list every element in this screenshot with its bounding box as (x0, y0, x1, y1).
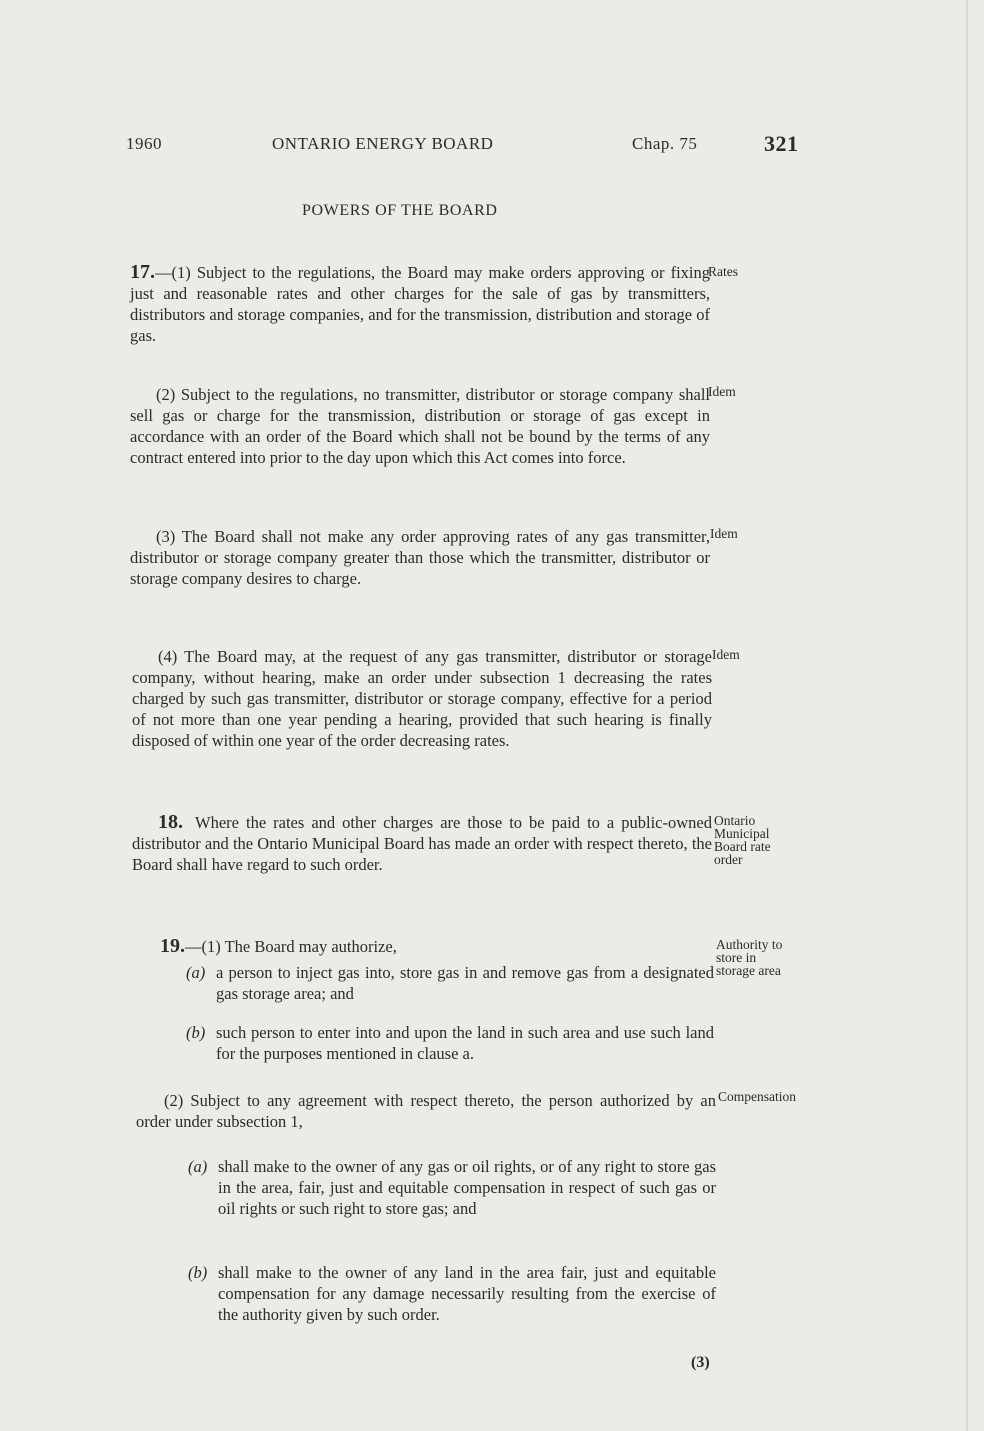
clause-text: shall make to the owner of any gas or oil rights, or of any right to store gas in the area, fair, just and equitable compensation in respect of such gas or oil rights or such right to store gas; and (218, 1157, 716, 1218)
clause-label: (a) (186, 963, 206, 982)
section-17-subsection-3: (3) The Board shall not make any order approving rates of any gas transmitter, distributor or storage company greater than those which the transmitter, distributor or storage company desires to charge. (130, 527, 710, 588)
section-number: 19. (160, 935, 185, 957)
section-heading: POWERS OF THE BOARD (302, 202, 498, 219)
section-18 (132, 812, 712, 875)
margin-note-rates: Rates (708, 264, 738, 279)
margin-note-idem: Idem (710, 526, 738, 541)
clause-b (186, 1022, 714, 1064)
clause-text: such person to enter into and upon the land in such area and use such land for the purposes mentioned in clause a. (216, 1023, 714, 1063)
clause-label: (b) (186, 1023, 206, 1042)
margin-note-authority: Authority to store in storage area (716, 937, 783, 978)
clause-a (188, 1156, 716, 1219)
section-19-subsection-2: (2) Subject to any agreement with respect thereto, the person authorized by an order under subsection 1, (136, 1091, 716, 1131)
sheet-mark: (3) (691, 1354, 710, 1371)
clause-a (186, 962, 714, 1004)
header-title: ONTARIO ENERGY BOARD (272, 134, 494, 153)
clause-text: a person to inject gas into, store gas in and remove gas from a designated gas storage area; and (216, 963, 714, 1003)
header-chapter: Chap. 75 (632, 134, 698, 153)
margin-note-idem: Idem (712, 647, 740, 662)
margin-note-compensation: Compensation (718, 1089, 796, 1104)
section-17-subsection-4: (4) The Board may, at the request of any gas transmitter, distributor or storage company, without hearing, make an order under subsection 1 decreasing the rates charged by such gas transmitter, distributor or storage company, effective for a period of not more than one year pending a hearing, provided that such hearing is finally disposed of within one year of the order decreasing rates. (132, 647, 712, 750)
subsection-text: —(1) Subject to the regulations, the Board may make orders approving or fixing just and reasonable rates and other charges for the sale of gas by transmitters, distributors and storage companies, and for the transmission, distribution and storage of gas. (130, 263, 710, 345)
section-number: 18. (158, 811, 183, 833)
section-text: Where the rates and other charges are those to be paid to a public-owned distributor and the Ontario Municipal Board has made an order with respect thereto, the Board shall have regard to such order. (132, 813, 712, 874)
margin-note-ontario-municipal-board: Ontario Municipal Board rate order (714, 813, 771, 867)
clause-text: shall make to the owner of any land in the area fair, just and equitable compensation for any damage necessarily resulting from the exercise of the authority given by such order. (218, 1263, 716, 1324)
section-19-subsection-1 (134, 936, 714, 957)
subsection-text: —(1) The Board may authorize, (185, 937, 397, 956)
clause-label: (b) (188, 1263, 208, 1282)
margin-note-idem: Idem (708, 384, 736, 399)
clause-b (188, 1262, 716, 1325)
section-number: 17. (130, 261, 155, 283)
section-17-subsection-2: (2) Subject to the regulations, no transmitter, distributor or storage company shall sell gas or charge for the transmission, distribution or storage of gas except in accordance with an order of the Board which shall not be bound by the terms of any contract entered into prior to the day upon which this Act comes into force. (130, 385, 710, 467)
clause-label: (a) (188, 1157, 208, 1176)
section-17-subsection-1 (130, 262, 710, 346)
page-edge (966, 0, 968, 1431)
header-year: 1960 (126, 134, 162, 153)
page-number: 321 (764, 131, 799, 156)
